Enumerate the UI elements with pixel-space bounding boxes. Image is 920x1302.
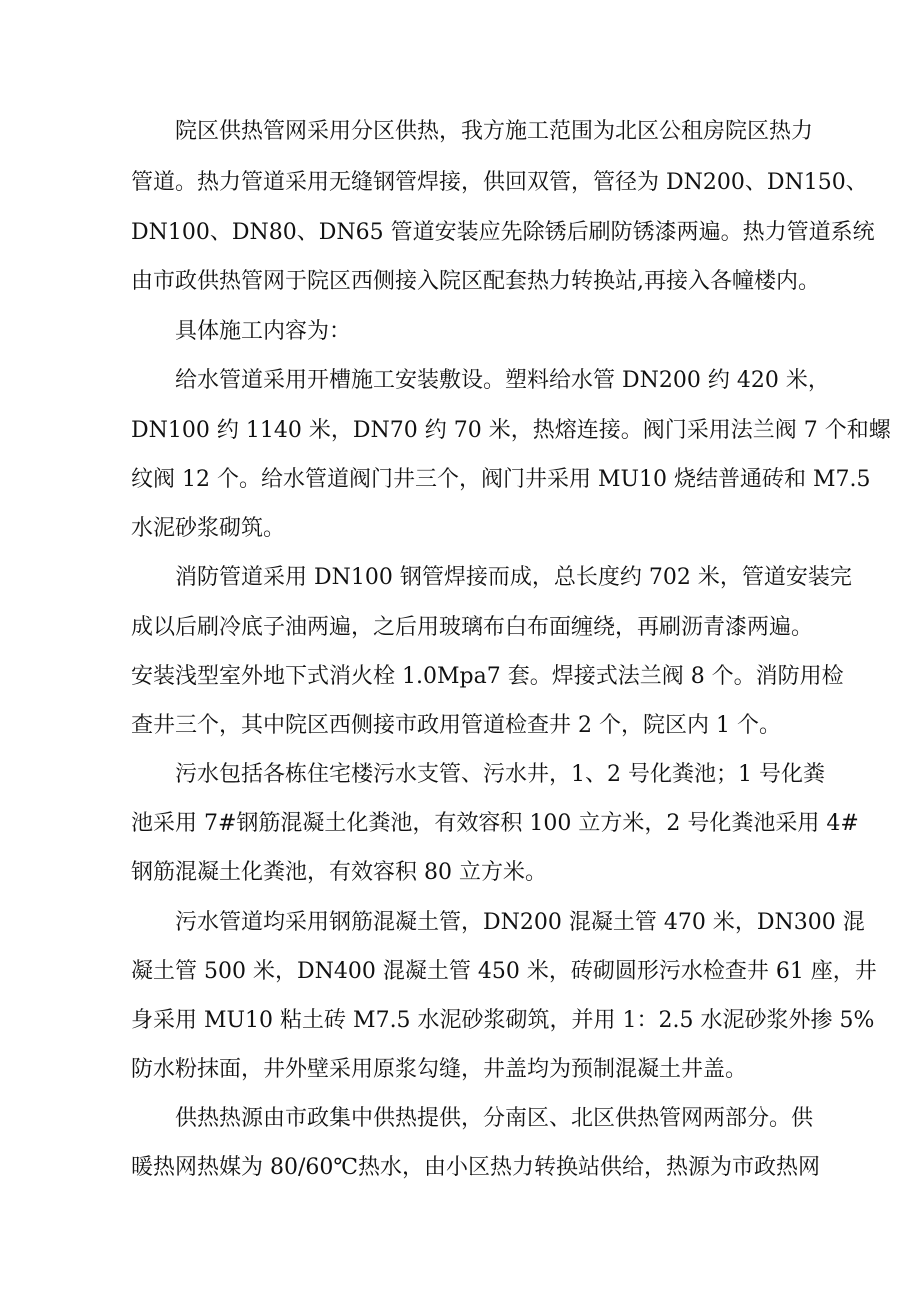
paragraph-5-line-2: 池采用 7#钢筋混凝土化粪池，有效容积 100 立方米，2 号化粪池采用 4# xyxy=(131,811,859,836)
paragraph-1-line-1: 院区供热管网采用分区供热，我方施工范围为北区公租房院区热力 xyxy=(175,119,814,144)
paragraph-1-line-4: 由市政供热管网于院区西侧接入院区配套热力转换站,再接入各幢楼内。 xyxy=(131,269,820,294)
paragraph-3-line-1: 给水管道采用开槽施工安装敷设。塑料给水管 DN200 约 420 米， xyxy=(175,368,830,393)
paragraph-3-line-4: 水泥砂浆砌筑。 xyxy=(131,516,286,541)
paragraph-4-line-3: 安装浅型室外地下式消火栓 1.0Mpa7 套。焊接式法兰阀 8 个。消防用检 xyxy=(131,664,844,689)
paragraph-7-line-1: 供热热源由市政集中供热提供，分南区、北区供热管网两部分。供 xyxy=(175,1106,814,1131)
paragraph-7-line-2: 暖热网热媒为 80/60℃热水，由小区热力转换站供给，热源为市政热网 xyxy=(131,1155,821,1180)
paragraph-5-line-1: 污水包括各栋住宅楼污水支管、污水井，1、2 号化粪池；1 号化粪 xyxy=(175,762,825,787)
paragraph-4-line-1: 消防管道采用 DN100 钢管焊接而成，总长度约 702 米，管道安装完 xyxy=(175,565,852,590)
paragraph-6-line-4: 防水粉抹面，井外壁采用原浆勾缝，井盖均为预制混凝土井盖。 xyxy=(131,1057,748,1082)
paragraph-6-line-2: 凝土管 500 米，DN400 混凝土管 450 米，砖砌圆形污水检查井 61 座，井 xyxy=(131,959,877,984)
paragraph-1-line-3: DN100、DN80、DN65 管道安装应先除锈后刷防锈漆两遍。热力管道系统 xyxy=(131,220,875,245)
paragraph-3-line-3: 纹阀 12 个。给水管道阀门井三个，阀门井采用 MU10 烧结普通砖和 M7.5 xyxy=(131,467,871,492)
paragraph-1-line-2: 管道。热力管道采用无缝钢管焊接，供回双管，管径为 DN200、DN150、 xyxy=(131,170,868,195)
paragraph-5-line-3: 钢筋混凝土化粪池，有效容积 80 立方米。 xyxy=(131,860,547,885)
paragraph-6-line-1: 污水管道均采用钢筋混凝土管，DN200 混凝土管 470 米，DN300 混 xyxy=(175,910,865,935)
paragraph-3-line-2: DN100 约 1140 米，DN70 约 70 米，热熔连接。阀门采用法兰阀 7 个和螺 xyxy=(131,418,891,443)
paragraph-4-line-2: 成以后刷冷底子油两遍，之后用玻璃布白布面缠绕，再刷沥青漆两遍。 xyxy=(131,615,814,640)
paragraph-6-line-3: 身采用 MU10 粘土砖 M7.5 水泥砂浆砌筑，并用 1：2.5 水泥砂浆外掺 5% xyxy=(131,1008,875,1033)
paragraph-2-line-1: 具体施工内容为： xyxy=(175,319,352,344)
paragraph-4-line-4: 查井三个，其中院区西侧接市政用管道检查井 2 个，院区内 1 个。 xyxy=(131,713,781,738)
